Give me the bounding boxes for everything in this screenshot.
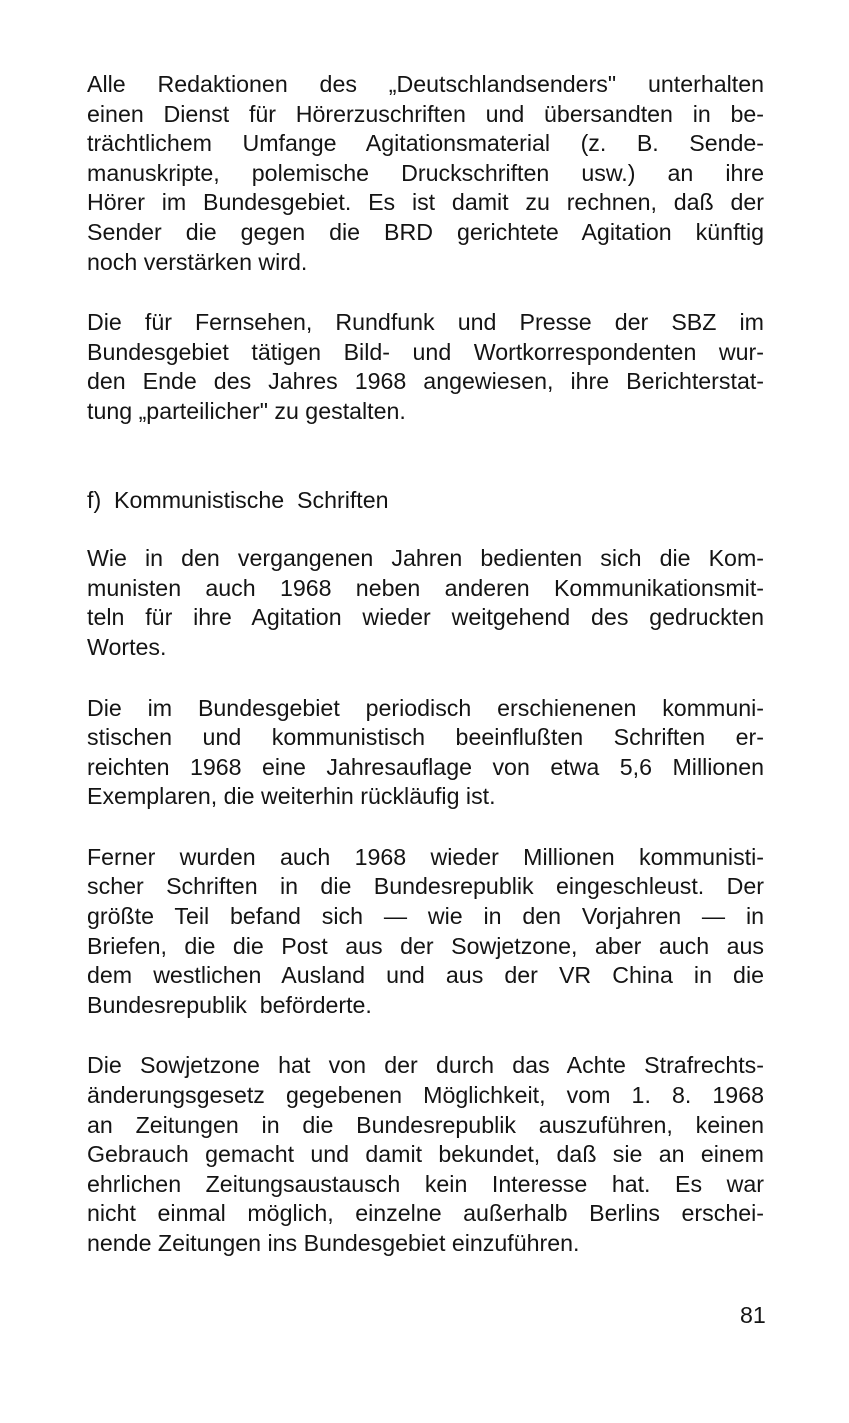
text-line: manuskripte, polemische Druckschriften usw.) an ihre — [87, 159, 764, 186]
text-line: änderungsgesetz gegebenen Möglichkeit, vom 1. 8. 1968 — [87, 1082, 764, 1109]
text-line: Alle Redaktionen des „Deutschlandsenders" unterhalten — [87, 71, 764, 97]
text-line: nicht einmal möglich, einzelne außerhalb Berlins erschei- — [87, 1200, 764, 1227]
text-line: Wie in den vergangenen Jahren bedienten sich die Kom- — [87, 545, 764, 572]
text-line: trächtlichem Umfange Agitationsmaterial (z. B. Sende- — [87, 130, 764, 157]
text-line: reichten 1968 eine Jahresauflage von etwa 5,6 Millionen — [87, 753, 764, 780]
section-heading: f) Kommunistische Schriften — [87, 486, 389, 513]
text-line: Gebrauch gemacht und damit bekundet, daß sie an einem — [87, 1141, 764, 1168]
text-line: munisten auch 1968 neben anderen Kommunikationsmit- — [87, 574, 764, 601]
text-line: den Ende des Jahres 1968 angewiesen, ihre Berichterstat- — [87, 368, 764, 395]
text-line: tung „parteilicher" zu gestalten. — [87, 397, 406, 424]
text-line: Die im Bundesgebiet periodisch erschienenen kommuni- — [87, 694, 764, 721]
text-line: Die Sowjetzone hat von der durch das Achte Strafrechts- — [87, 1052, 764, 1079]
text-line: Bundesgebiet tätigen Bild- und Wortkorrespondenten wur- — [87, 338, 764, 365]
text-line: scher Schriften in die Bundesrepublik eingeschleust. Der — [87, 873, 764, 900]
page-number: 81 — [740, 1302, 766, 1328]
text-line: an Zeitungen in die Bundesrepublik auszuführen, keinen — [87, 1111, 764, 1138]
page-body — [87, 70, 764, 1259]
paragraph-printed-word — [87, 544, 764, 662]
text-line: größte Teil befand sich — wie in den Vorjahren — in — [87, 903, 764, 930]
text-line: Hörer im Bundesgebiet. Es ist damit zu rechnen, daß der — [87, 189, 764, 216]
text-line: dem westlichen Ausland und aus der VR China in die — [87, 962, 764, 989]
paragraph-newspaper-exchange — [87, 1051, 764, 1258]
paragraph-radio-agitation — [87, 70, 764, 277]
text-line: Exemplaren, die weiterhin rückläufig ist. — [87, 783, 496, 810]
text-line: Ferner wurden auch 1968 wieder Millionen kommunisti- — [87, 843, 764, 870]
text-line: Die für Fernsehen, Rundfunk und Presse der SBZ im — [87, 309, 764, 336]
text-line: teln für ihre Agitation wieder weitgehend des gedruckten — [87, 604, 764, 631]
paragraph-smuggled-writings — [87, 843, 764, 1021]
paragraph-correspondents — [87, 308, 764, 426]
text-line: noch verstärken wird. — [87, 248, 308, 275]
text-line: einen Dienst für Hörerzuschriften und übersandten in be- — [87, 100, 764, 127]
text-line: ehrlichen Zeitungsaustausch kein Interesse hat. Es war — [87, 1170, 764, 1197]
text-line: Sender die gegen die BRD gerichtete Agitation künftig — [87, 218, 764, 245]
text-line: Briefen, die die Post aus der Sowjetzone, aber auch aus — [87, 932, 764, 959]
text-line: stischen und kommunistisch beeinflußten Schriften er- — [87, 724, 764, 751]
text-line: nende Zeitungen ins Bundesgebiet einzuführen. — [87, 1230, 580, 1256]
paragraph-circulation — [87, 694, 764, 812]
text-line: Bundesrepublik beförderte. — [87, 991, 372, 1018]
text-line: Wortes. — [87, 633, 167, 660]
